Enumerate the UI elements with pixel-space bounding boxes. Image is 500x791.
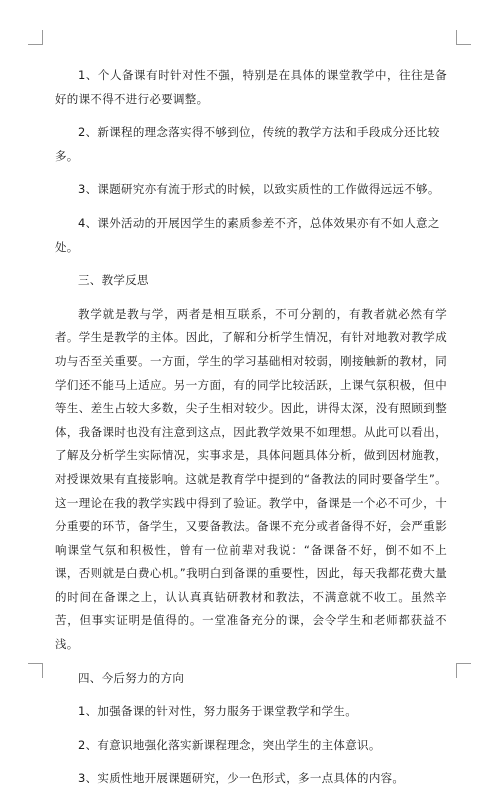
crop-mark-bottom-right [456,663,471,678]
crop-mark-top-right [456,30,471,45]
direction-item-1: 1、加强备课的针对性，努力服务于课堂教学和学生。 [78,704,358,719]
direction-item-2: 2、有意识地强化落实新课程理念，突出学生的主体意识。 [78,737,381,752]
problem-item-2: 2、新课程的理念落实得不够到位，传统的教学方法和手段成分还比较多。 [55,125,440,163]
direction-item-3: 3、实质性地开展课题研究，少一色形式，多一点具体的内容。 [78,771,405,786]
section-heading-direction: 四、今后努力的方向 [78,670,185,685]
section-heading-reflection: 三、教学反思 [78,273,149,288]
document-body [55,64,447,791]
crop-mark-top-left [28,30,43,45]
problem-item-1: 1、个人备课有时针对性不强，特别是在具体的课堂教学中，往往是备好的课不得不进行必要调整。 [55,68,447,106]
crop-mark-bottom-left [28,663,43,678]
problem-item-3: 3、课题研究亦有流于形式的时候，以致实质性的工作做得远远不够。 [78,182,440,197]
reflection-paragraph: 教学就是教与学，两者是相互联系，不可分割的，有教者就必然有学者。学生是教学的主体。因此，了解和分析学生情况，有针对地教对教学成功与否至关重要。一方面，学生的学习基础相对较弱，刚接触新的教材，同学们还不能马上适应。另一方面，有的同学比较活跃，上课气氛积极，但中等生、差生占较大多数，尖子生相对较少。因此，讲得太深，没有照顾到整体，我备课时也没有注意到这点，因此教学效果不如理想。从此可以看出，了解及分析学生实际情况，实事求是，具体问题具体分析，做到因材施教，对授课效果有直接影响。这就是教育学中提到的“备教法的同时要备学生”。这一理论在我的教学实践中得到了验证。教学中，备课是一个必不可少，十分重要的环节，备学生，又要备教法。备课不充分或者备得不好，会严重影响课堂气氛和积极性，曾有一位前辈对我说：“备课备不好，倒不如不上课，否则就是白费心机。”我明白到备课的重要性，因此，每天我都花费大量的时间在备课之上，认认真真钻研教材和教法，不满意就不收工。虽然辛苦，但事实证明是值得的。一堂准备充分的课，会令学生和老师都获益不浅。 [55,306,447,652]
problem-item-4: 4、课外活动的开展因学生的素质参差不齐，总体效果亦有不如人意之处。 [55,215,440,254]
